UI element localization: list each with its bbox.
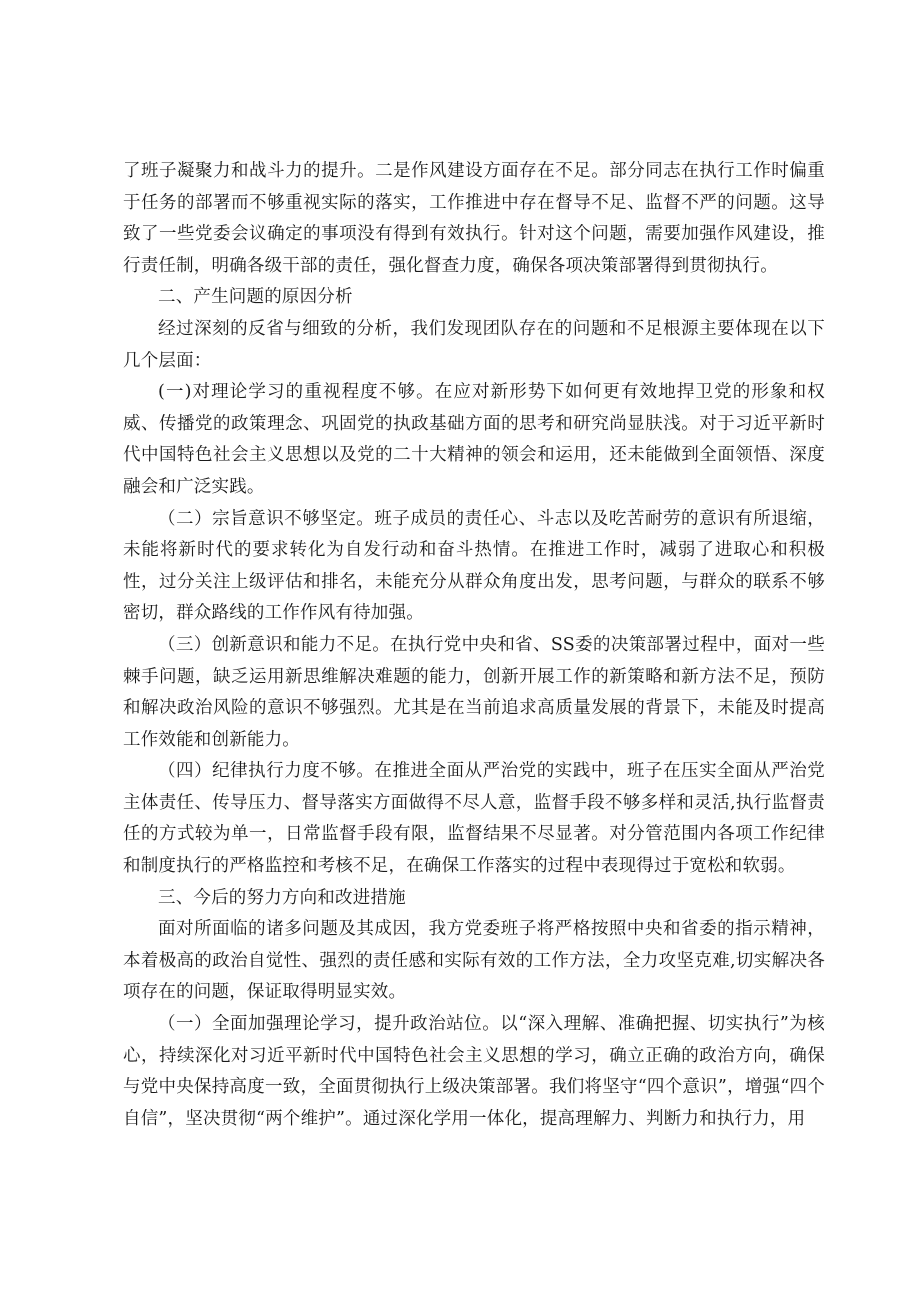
- paragraph-measures-intro: 面对所面临的诸多问题及其成因，我方党委班子将严格按照中央和省委的指示精神，本着极高的政治自觉性、强烈的责任感和实际有效的工作方法，全力攻坚克难,切实解决各项存在的问题，保证取得明显实效。: [123, 919, 825, 1003]
- section-heading-causes: 二、产生问题的原因分析: [158, 287, 353, 308]
- paragraph-measure-1: （一）全面加强理论学习，提升政治站位。以“深入理解、准确把握、切实执行”为核心，持续深化对习近平新时代中国特色社会主义思想的学习，确立正确的政治方向，确保与党中央保持高度一致，全面贯彻执行上级决策部署。我们将坚守“四个意识”，增强“四个自信”，坚决贯彻“两个维护”。通过深化学用一体化，提高理解力、判断力和执行力，用: [123, 1014, 825, 1129]
- paragraph-causes-intro: 经过深刻的反省与细致的分析，我们发现团队存在的问题和不足根源主要体现在以下几个层面：: [123, 318, 825, 371]
- paragraph-cause-1: (一)对理论学习的重视程度不够。在应对新形势下如何更有效地捍卫党的形象和权威、传播党的政策理念、巩固党的执政基础方面的思考和研究尚显肤浅。对于习近平新时代中国特色社会主义思想以及党的二十大精神的领会和运用，还未能做到全面领悟、深度融会和广泛实践。: [123, 382, 825, 497]
- section-heading-measures: 三、今后的努力方向和改进措施: [158, 887, 406, 908]
- paragraph-continuation: 了班子凝聚力和战斗力的提升。二是作风建设方面存在不足。部分同志在执行工作时偏重于任务的部署而不够重视实际的落实，工作推进中存在督导不足、监督不严的问题。这导致了一些党委会议确定的事项没有得到有效执行。针对这个问题，需要加强作风建设，推行责任制，明确各级干部的责任，强化督查力度，确保各项决策部署得到贯彻执行。: [123, 161, 825, 276]
- paragraph-cause-2: （二）宗旨意识不够坚定。班子成员的责任心、斗志以及吃苦耐劳的意识有所退缩，未能将新时代的要求转化为自发行动和奋斗热情。在推进工作时，减弱了进取心和积极性，过分关注上级评估和排名，未能充分从群众角度出发，思考问题，与群众的联系不够密切，群众路线的工作作风有待加强。: [123, 508, 825, 624]
- paragraph-cause-3: （三）创新意识和能力不足。在执行党中央和省、SS委的决策部署过程中，面对一些棘手问题，缺乏运用新思维解决难题的能力，创新开展工作的新策略和新方法不足，预防和解决政治风险的意识不够强烈。尤其是在当前追求高质量发展的背景下，未能及时提高工作效能和创新能力。: [123, 634, 825, 750]
- paragraph-cause-4: （四）纪律执行力度不够。在推进全面从严治党的实践中，班子在压实全面从严治党主体责任、传导压力、督导落实方面做得不尽人意，监督手段不够多样和灵活,执行监督责任的方式较为单一，日常监督手段有限，监督结果不尽显著。对分管范围内各项工作纪律和制度执行的严格监控和考核不足，在确保工作落实的过程中表现得过于宽松和软弱。: [123, 761, 825, 877]
- document-body: [123, 156, 825, 1135]
